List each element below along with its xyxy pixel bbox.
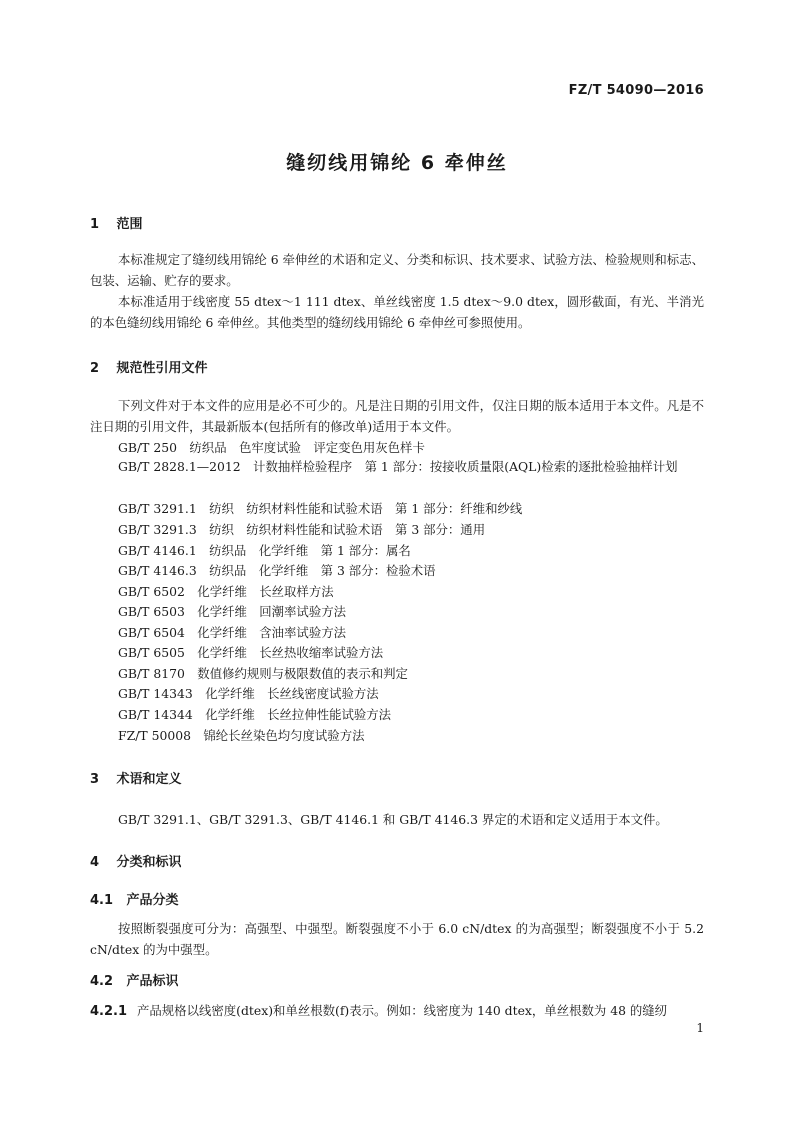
section-4-2-1 [90,1001,704,1019]
section-title: 术语和定义 [116,772,182,787]
section-4-1-heading [90,889,179,908]
section-title: 范围 [116,217,143,232]
section-title: 规范性引用文件 [116,361,208,376]
reference-item: GB/T 8170 数值修约规则与极限数值的表示和判定 [118,666,408,681]
reference-item: GB/T 6505 化学纤维 长丝热收缩率试验方法 [118,645,384,660]
reference-item: GB/T 6504 化学纤维 含油率试验方法 [118,625,346,640]
section-title: 分类和标识 [116,855,182,870]
reference-item: GB/T 3291.1 纺织 纺织材料性能和试验术语 第 1 部分：纤维和纱线 [118,501,523,516]
reference-item: GB/T 4146.1 纺织品 化学纤维 第 1 部分：属名 [118,543,411,558]
section-title: 产品分类 [126,893,179,908]
reference-item: GB/T 6502 化学纤维 长丝取样方法 [118,584,334,599]
section-3-paragraph-1: GB/T 3291.1、GB/T 3291.3、GB/T 4146.1 和 GB/T 4146.3 界定的术语和定义适用于本文件。 [118,812,668,827]
section-number: 3 [90,772,100,787]
standard-code: FZ/T 54090—2016 [568,83,704,98]
section-4-2-heading [90,970,179,989]
reference-item: GB/T 14343 化学纤维 长丝线密度试验方法 [118,686,379,701]
page-number: 1 [696,1021,704,1035]
section-3-heading [90,768,182,787]
section-number: 4 [90,855,100,870]
section-1-paragraph-2: 本标准适用于线密度 55 dtex～1 111 dtex、单丝线密度 1.5 dtex～9.0 dtex，圆形截面，有光、半消光的本色缝纫线用锦纶 6 牵伸丝。其他类型的缝纫线用锦纶 6 牵伸丝可参照使用。 [90,294,704,330]
reference-item: GB/T 14344 化学纤维 长丝拉伸性能试验方法 [118,707,392,722]
document-title: 缝纫线用锦纶 6 牵伸丝 [286,152,508,174]
section-4-heading [90,851,182,870]
reference-item: GB/T 250 纺织品 色牢度试验 评定变色用灰色样卡 [118,440,425,455]
section-number: 2 [90,361,100,376]
reference-item: GB/T 3291.3 纺织 纺织材料性能和试验术语 第 3 部分：通用 [118,522,486,537]
reference-item: FZ/T 50008 锦纶长丝染色均匀度试验方法 [118,728,365,743]
section-1-heading [90,213,143,232]
clause-number: 4.2.1 [90,1004,128,1019]
section-4-1-paragraph-1: 按照断裂强度可分为：高强型、中强型。断裂强度不小于 6.0 cN/dtex 的为高强型；断裂强度不小于 5.2 cN/dtex 的为中强型。 [90,921,704,957]
reference-item: GB/T 2828.1—2012 计数抽样检验程序 第 1 部分：按接收质量限(AQL)检索的逐批检验抽样计划 [118,459,678,474]
reference-item: GB/T 4146.3 纺织品 化学纤维 第 3 部分：检验术语 [118,563,436,578]
section-2-heading [90,357,208,376]
section-number: 4.1 [90,893,114,908]
clause-text: 产品规格以线密度(dtex)和单丝根数(f)表示。例如：线密度为 140 dtex，单丝根数为 48 的缝纫 [137,1003,668,1018]
section-1-paragraph-1: 本标准规定了缝纫线用锦纶 6 牵伸丝的术语和定义、分类和标识、技术要求、试验方法、检验规则和标志、包装、运输、贮存的要求。 [90,252,704,288]
section-number: 1 [90,217,100,232]
reference-item: GB/T 6503 化学纤维 回潮率试验方法 [118,604,346,619]
section-title: 产品标识 [126,974,179,989]
section-number: 4.2 [90,974,114,989]
section-2-paragraph-1: 下列文件对于本文件的应用是必不可少的。凡是注日期的引用文件，仅注日期的版本适用于本文件。凡是不注日期的引用文件，其最新版本(包括所有的修改单)适用于本文件。 [90,398,704,434]
